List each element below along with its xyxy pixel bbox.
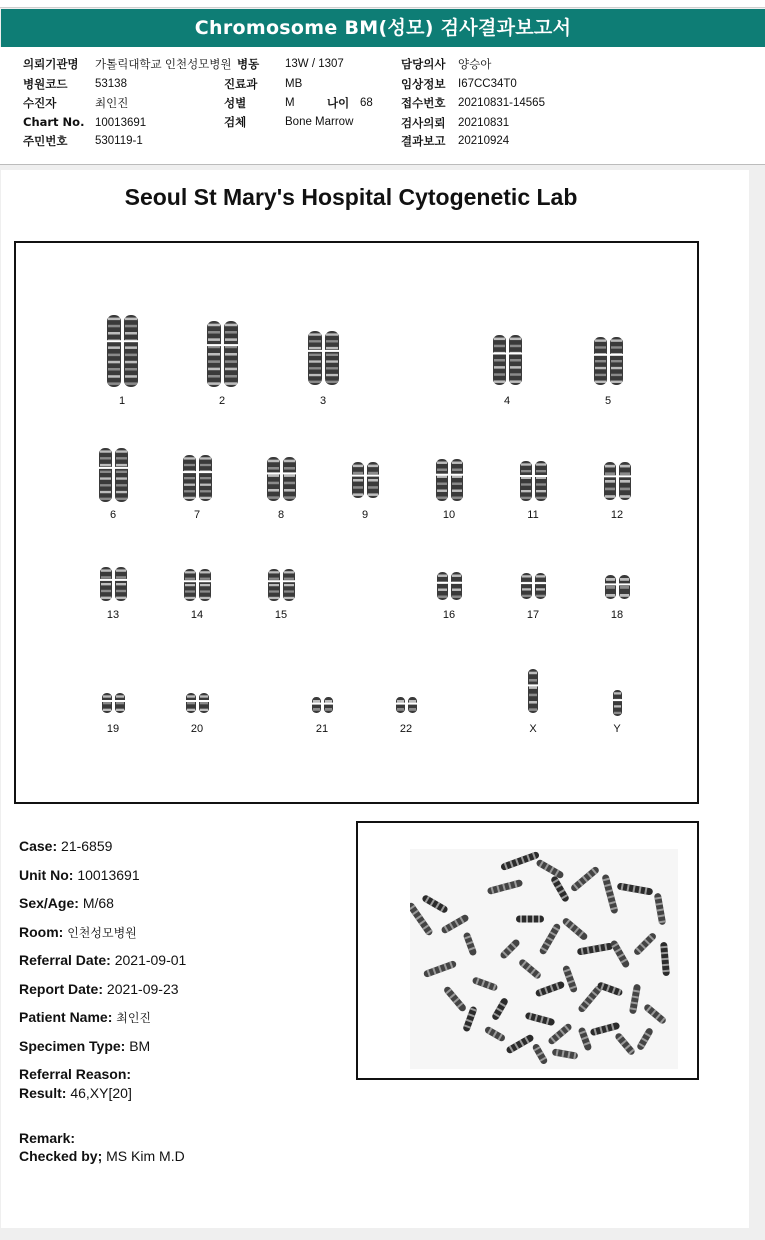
result-row <box>19 1085 132 1101</box>
metaphase-chromosome <box>440 913 469 934</box>
referral-date-value: 2021-09-01 <box>114 952 187 968</box>
value: Bone Marrow <box>285 116 354 128</box>
chromosome-label-4: 4 <box>503 395 511 407</box>
chromosome-12 <box>604 462 631 500</box>
info-sex <box>224 95 246 111</box>
cytogenetic-report <box>1 170 749 1228</box>
label: 성별 <box>224 96 247 110</box>
label: Chart No. <box>23 115 85 129</box>
chromosome-label-7: 7 <box>193 509 201 521</box>
result-label: Result: <box>19 1085 67 1101</box>
info-patient-value <box>95 95 128 111</box>
report-date-row <box>19 981 179 997</box>
metaphase-chromosome <box>617 882 654 895</box>
info-doctor <box>401 56 445 72</box>
info-chart-no-value <box>95 115 146 129</box>
metaphase-chromosome <box>505 1033 534 1054</box>
room-value: 인천성모병원 <box>67 926 137 940</box>
chromosome-label-17: 17 <box>526 609 540 621</box>
info-department-value <box>285 76 302 90</box>
case-row <box>19 838 112 854</box>
specimen-type-row <box>19 1038 150 1054</box>
chromosome-16 <box>437 572 462 600</box>
checked-by-value: MS Kim M.D <box>106 1148 185 1164</box>
label: 검사의뢰 <box>401 116 446 130</box>
chromosome-label-21: 21 <box>315 723 329 735</box>
label: 담당의사 <box>401 57 446 71</box>
chromosome-label-14: 14 <box>190 609 204 621</box>
metaphase-chromosome <box>577 942 614 955</box>
value: 최인진 <box>95 98 129 110</box>
checked-by-row <box>19 1148 185 1164</box>
metaphase-chromosome <box>518 958 542 980</box>
karyogram <box>14 241 699 804</box>
label: 나이 <box>327 96 350 110</box>
chromosome-22 <box>396 697 417 713</box>
remark-label: Remark: <box>19 1130 76 1146</box>
chromosome-19 <box>102 693 125 713</box>
chromosome-label-8: 8 <box>277 509 285 521</box>
case-label: Case: <box>19 838 58 854</box>
unit-no-row <box>19 867 140 883</box>
chromosome-label-12: 12 <box>610 509 624 521</box>
metaphase-chromosome <box>516 916 544 923</box>
metaphase-chromosome <box>636 1027 654 1051</box>
metaphase-chromosome <box>633 932 658 957</box>
value: MB <box>285 78 303 90</box>
info-specimen <box>224 114 246 130</box>
chromosome-Y <box>613 690 622 716</box>
chromosome-11 <box>520 461 547 501</box>
chromosome-6 <box>99 448 128 502</box>
chromosome-label-Y: Y <box>613 723 621 735</box>
chromosome-label-15: 15 <box>274 609 288 621</box>
value: 13W / 1307 <box>285 58 344 70</box>
info-ward-value <box>285 56 344 70</box>
metaphase-chromosome <box>421 894 449 914</box>
metaphase-chromosome <box>410 901 434 936</box>
report-date-label: Report Date: <box>19 981 104 997</box>
referral-date-label: Referral Date: <box>19 952 111 968</box>
metaphase-chromosome <box>487 879 524 895</box>
metaphase-chromosome <box>491 997 509 1021</box>
label: 주민번호 <box>23 134 68 148</box>
value: 20210831 <box>458 117 510 129</box>
chromosome-X <box>528 669 538 713</box>
metaphase-chromosome <box>660 942 670 976</box>
metaphase-chromosome <box>561 917 588 942</box>
info-sex-value <box>285 95 295 109</box>
label: 수진자 <box>23 96 57 110</box>
chromosome-label-10: 10 <box>442 509 456 521</box>
metaphase-chromosome <box>550 875 570 903</box>
metaphase-chromosome <box>531 1043 548 1066</box>
info-doctor-value <box>458 56 491 72</box>
value: 530119-1 <box>95 135 143 147</box>
referral-reason-row <box>19 1066 131 1082</box>
metaphase-image <box>356 821 699 1080</box>
chromosome-label-13: 13 <box>106 609 120 621</box>
value: M <box>285 97 295 109</box>
chromosome-label-20: 20 <box>190 723 204 735</box>
metaphase-chromosome <box>654 893 666 926</box>
chromosome-5 <box>594 337 623 385</box>
patient-name-value: 최인진 <box>116 1011 152 1025</box>
metaphase-chromosome <box>547 1022 573 1045</box>
lab-title: Seoul St Mary's Hospital Cytogenetic Lab <box>124 184 578 210</box>
chromosome-20 <box>186 693 209 713</box>
info-receipt-no-value <box>458 95 545 109</box>
metaphase-chromosome <box>590 1022 621 1037</box>
info-result-report <box>401 133 445 149</box>
chromosome-8 <box>267 457 296 501</box>
chromosome-7 <box>183 455 212 501</box>
chromosome-17 <box>521 573 546 599</box>
info-age-value <box>360 95 373 109</box>
chromosome-label-5: 5 <box>604 395 612 407</box>
metaphase-chromosome <box>535 858 564 879</box>
unit-no-value: 10013691 <box>77 867 140 883</box>
chromosome-2 <box>207 321 238 387</box>
chromosome-18 <box>605 575 630 599</box>
info-department <box>224 76 257 92</box>
value: 68 <box>360 97 373 109</box>
value: 가톨릭대학교 인천성모병원 <box>95 59 232 71</box>
chromosome-label-11: 11 <box>527 509 539 521</box>
chromosome-14 <box>184 569 211 601</box>
info-patient <box>23 95 56 111</box>
chromosome-9 <box>352 462 379 498</box>
label: 병동 <box>237 57 260 71</box>
room-label: Room: <box>19 924 64 940</box>
value: 20210831-14565 <box>458 97 545 109</box>
metaphase-chromosome <box>525 1012 556 1027</box>
chromosome-label-9: 9 <box>361 509 369 521</box>
info-resident-no-value <box>95 133 143 147</box>
patient-name-row <box>19 1009 151 1026</box>
metaphase-chromosome <box>535 981 566 998</box>
info-request <box>401 115 445 131</box>
label: 진료과 <box>224 77 258 91</box>
report-title: Chromosome BM(성모) 검사결과보고서 <box>194 17 572 39</box>
metaphase-chromosome <box>463 932 478 957</box>
metaphase-chromosome <box>570 865 601 892</box>
info-institution <box>23 56 79 72</box>
value: 10013691 <box>95 117 147 129</box>
result-value: 46,XY[20] <box>70 1085 132 1101</box>
chromosome-10 <box>436 459 463 501</box>
info-resident-no <box>23 133 67 149</box>
label: 임상정보 <box>401 77 446 91</box>
metaphase-chromosome <box>472 976 499 991</box>
specimen-type-value: BM <box>129 1038 151 1054</box>
info-clinical-value <box>458 76 517 90</box>
metaphase-chromosome <box>601 874 618 914</box>
patient-name-label: Patient Name: <box>19 1009 113 1025</box>
metaphase-chromosome <box>423 960 457 978</box>
info-result-report-value <box>458 133 509 147</box>
chromosome-label-3: 3 <box>319 395 327 407</box>
metaphase-chromosome <box>538 923 561 956</box>
chromosome-4 <box>493 335 522 385</box>
chromosome-label-X: X <box>529 723 537 735</box>
info-request-value <box>458 115 509 129</box>
metaphase-chromosome <box>578 1027 593 1052</box>
chromosome-label-19: 19 <box>106 723 120 735</box>
label: 검체 <box>224 115 247 129</box>
unit-no-label: Unit No: <box>19 867 74 883</box>
info-age <box>327 95 349 111</box>
metaphase-chromosome <box>500 851 540 871</box>
chromosome-label-1: 1 <box>118 395 126 407</box>
label: 의뢰기관명 <box>23 57 79 71</box>
label: 접수번호 <box>401 96 446 110</box>
metaphase-chromosome <box>577 984 603 1013</box>
info-chart-no <box>23 115 84 129</box>
metaphase-chromosome <box>643 1003 667 1025</box>
chromosome-3 <box>308 331 339 385</box>
metaphase-spread <box>410 849 678 1069</box>
info-receipt-no <box>401 95 445 111</box>
chromosome-label-22: 22 <box>399 723 413 735</box>
report-date-value: 2021-09-23 <box>106 981 179 997</box>
chromosome-13 <box>100 567 127 601</box>
chromosome-21 <box>312 697 333 713</box>
info-clinical <box>401 76 445 92</box>
chromosome-label-2: 2 <box>218 395 226 407</box>
info-hospital-code <box>23 76 67 92</box>
specimen-type-label: Specimen Type: <box>19 1038 126 1054</box>
checked-by-label: Checked by; <box>19 1148 103 1164</box>
sex-age-row <box>19 895 114 911</box>
metaphase-chromosome <box>443 985 468 1012</box>
metaphase-chromosome <box>562 965 578 994</box>
sex-age-label: Sex/Age: <box>19 895 79 911</box>
metaphase-chromosomes-graphic <box>410 849 678 1069</box>
sex-age-value: M/68 <box>82 895 114 911</box>
metaphase-chromosome <box>499 938 521 960</box>
chromosome-label-18: 18 <box>610 609 624 621</box>
chromosome-label-6: 6 <box>109 509 117 521</box>
metaphase-chromosome <box>552 1048 579 1059</box>
report-title-bar <box>1 9 765 47</box>
info-ward <box>237 56 259 72</box>
label: 결과보고 <box>401 134 446 148</box>
top-border <box>0 0 765 8</box>
value: 20210924 <box>458 135 510 147</box>
metaphase-chromosome <box>629 984 641 1015</box>
chromosome-1 <box>107 315 138 387</box>
metaphase-chromosome <box>614 1032 636 1056</box>
metaphase-chromosome <box>597 981 624 996</box>
patient-info-panel <box>0 47 765 165</box>
value: 53138 <box>95 78 127 90</box>
label: 병원코드 <box>23 77 68 91</box>
info-hospital-code-value <box>95 76 127 90</box>
case-value: 21-6859 <box>61 838 113 854</box>
value: I67CC34T0 <box>458 78 517 90</box>
remark-row <box>19 1130 75 1146</box>
referral-date-row <box>19 952 186 968</box>
info-institution-value <box>95 56 232 72</box>
info-specimen-value <box>285 114 353 128</box>
referral-reason-label: Referral Reason: <box>19 1066 132 1082</box>
metaphase-chromosome <box>484 1025 507 1042</box>
chromosome-label-16: 16 <box>442 609 456 621</box>
chromosome-15 <box>268 569 295 601</box>
value: 양승아 <box>458 59 492 71</box>
metaphase-chromosome <box>609 939 630 968</box>
room-row <box>19 924 137 941</box>
